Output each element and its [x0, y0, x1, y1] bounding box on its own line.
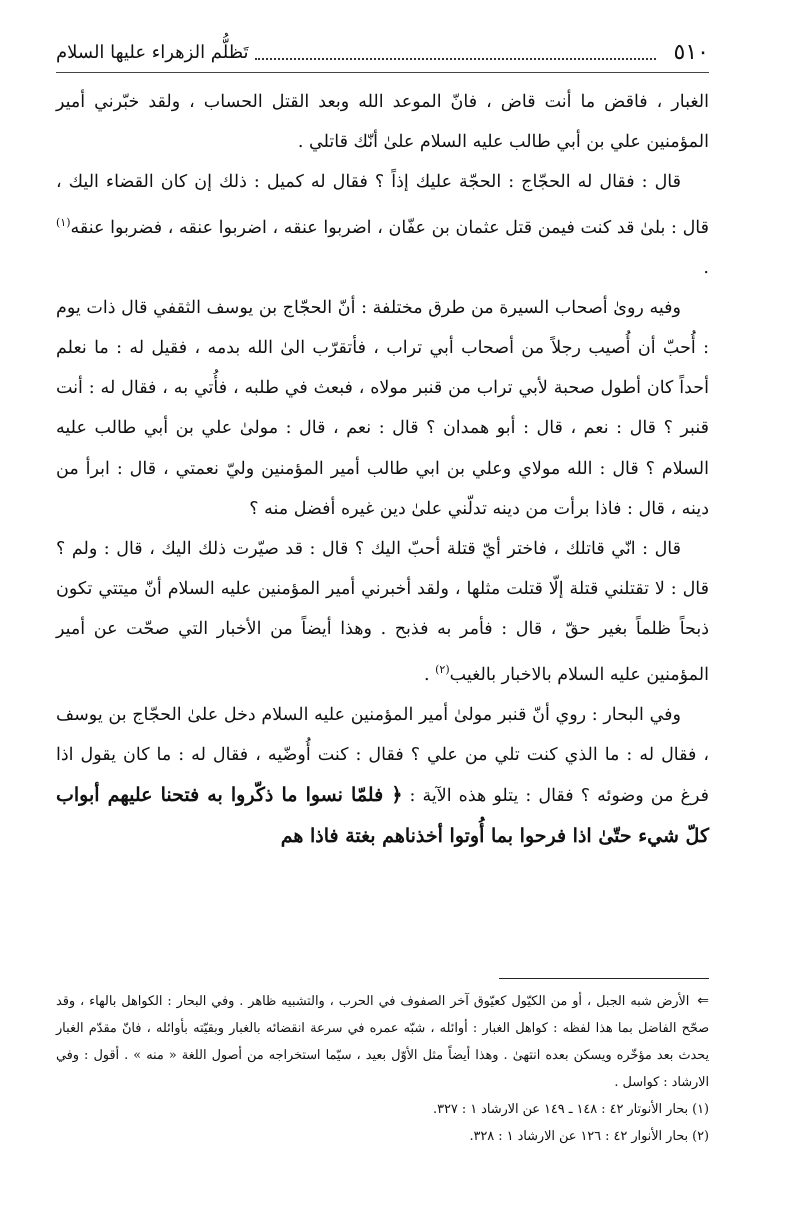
paragraph-end: .	[423, 664, 436, 685]
paragraph	[56, 162, 709, 287]
paragraph	[56, 529, 709, 695]
footnotes	[56, 988, 709, 1150]
page-number: ٥١٠	[673, 39, 709, 65]
paragraph-end: .	[703, 257, 709, 278]
paragraph: الغبار ، فاقض ما أنت قاض ، فانّ الموعد الله وبعد القتل الحساب ، ولقد خبّرني أمير المؤمنين علي بن أبي طالب عليه السلام علىٰ أنّك قاتلي .	[56, 92, 709, 153]
footnote-ref: (١)	[56, 215, 71, 229]
paragraph-text: قال : انّي قاتلك ، فاختر أيّ قتلة أحبّ اليك ؟ قال : قد صيّرت ذلك اليك ، قال : ولم ؟ قال : لا تقتلني قتلة إلّا قتلت مثلها ، ولقد أخبرني أمير المؤمنين عليه السلام أنّ ميتتي تكون ذبحاً ظلماً بغير حقّ ، قال : فأمر به فذبح . وهذا أيضاً من الأخبار التي صحّت عن أمير المؤمنين عليه السلام بالاخبار بالغيب	[56, 539, 709, 685]
paragraph-text: وفي البحار : روي أنّ قنبر مولىٰ أمير المؤمنين عليه السلام دخل علىٰ الحجّاج بن يوسف ، فقال له : ما الذي كنت تلي من علي ؟ فقال : كنت أُوضّيه ، فقال له : ما كان يقول اذا فرغ من وضوئه ؟ فقال : يتلو هذه الآية :	[56, 704, 709, 807]
footnote-text: الأرض شبه الجبل ، أو من الكيّول كعيّوق آخر الصفوف في الحرب ، والتشبيه ظاهر . وفي البحار : الكواهل بالهاء ، وقد صحّح الفاضل بما هذا لفظه : كواهل الغبار : أوائله ، شبّه عمره في سرعة انقضائه بالغبار وبقيّته بأوائله ، فانّ مقدّم الغبار يحدث بعد مؤخّره ويسكن بعده انتهىٰ . وهذا أيضاً مثل الأوّل بعيد ، سيّما استخراجه من أصول اللغة « منه » . أقول : وفي الارشاد : كواسل .	[56, 994, 710, 1090]
main-text	[56, 82, 709, 858]
quran-verse: ﴿ فلمّا نسوا ما ذكّروا به فتحنا عليهم أبواب كلّ شيء حتّىٰ اذا فرحوا بما أُوتوا أخذناهم بغتة فاذا هم	[56, 784, 709, 848]
paragraph-text: قال : فقال له الحجّاج : الحجّة عليك إذاً ؟ فقال له كميل : ذلك إن كان القضاء اليك ، قال : بلىٰ قد كنت فيمن قتل عثمان بن عفّان ، اضربوا عنقه ، اضربوا عنقه ، فضربوا عنقه	[56, 172, 709, 238]
running-title: تَظلُّم الزهراء عليها السلام	[56, 41, 249, 63]
paragraph	[56, 695, 709, 858]
footnote-separator	[499, 978, 709, 979]
continuation-arrow-icon: ⇐	[697, 993, 709, 1009]
footnote-1: (١) بحار الأنوتار ٤٢ : ١٤٨ ـ ١٤٩ عن الارشاد ١ : ٣٢٧.	[433, 1102, 709, 1117]
footnote-2: (٢) بحار الأنوار ٤٢ : ١٢٦ عن الارشاد ١ : ٣٢٨.	[469, 1129, 709, 1144]
footnote-ref: (٢)	[435, 662, 450, 676]
dotted-leader	[255, 44, 656, 60]
page-header	[56, 32, 709, 73]
footnote-continuation	[56, 988, 709, 1096]
paragraph: وفيه روىٰ أصحاب السيرة من طرق مختلفة : أنّ الحجّاج بن يوسف الثقفي قال ذات يوم : أُحبّ أن أُصيب رجلاً من أصحاب أبي تراب ، فأتقرّب الىٰ الله بدمه ، فقيل له : ما نعلم أحداً كان أطول صحبة لأبي تراب من قنبر مولاه ، فبعث في طلبه ، فأُتي به ، فقال له : أنت قنبر ؟ قال : نعم ، قال : أبو همدان ؟ قال : نعم ، قال : مولىٰ علي بن أبي طالب عليه السلام ؟ قال : الله مولاي وعلي بن ابي طالب أمير المؤمنين وليّ نعمتي ، قال : ابرأ من دينه ، قال : فاذا برأت من دينه تدلّني علىٰ دين غيره أفضل منه ؟	[56, 297, 709, 519]
